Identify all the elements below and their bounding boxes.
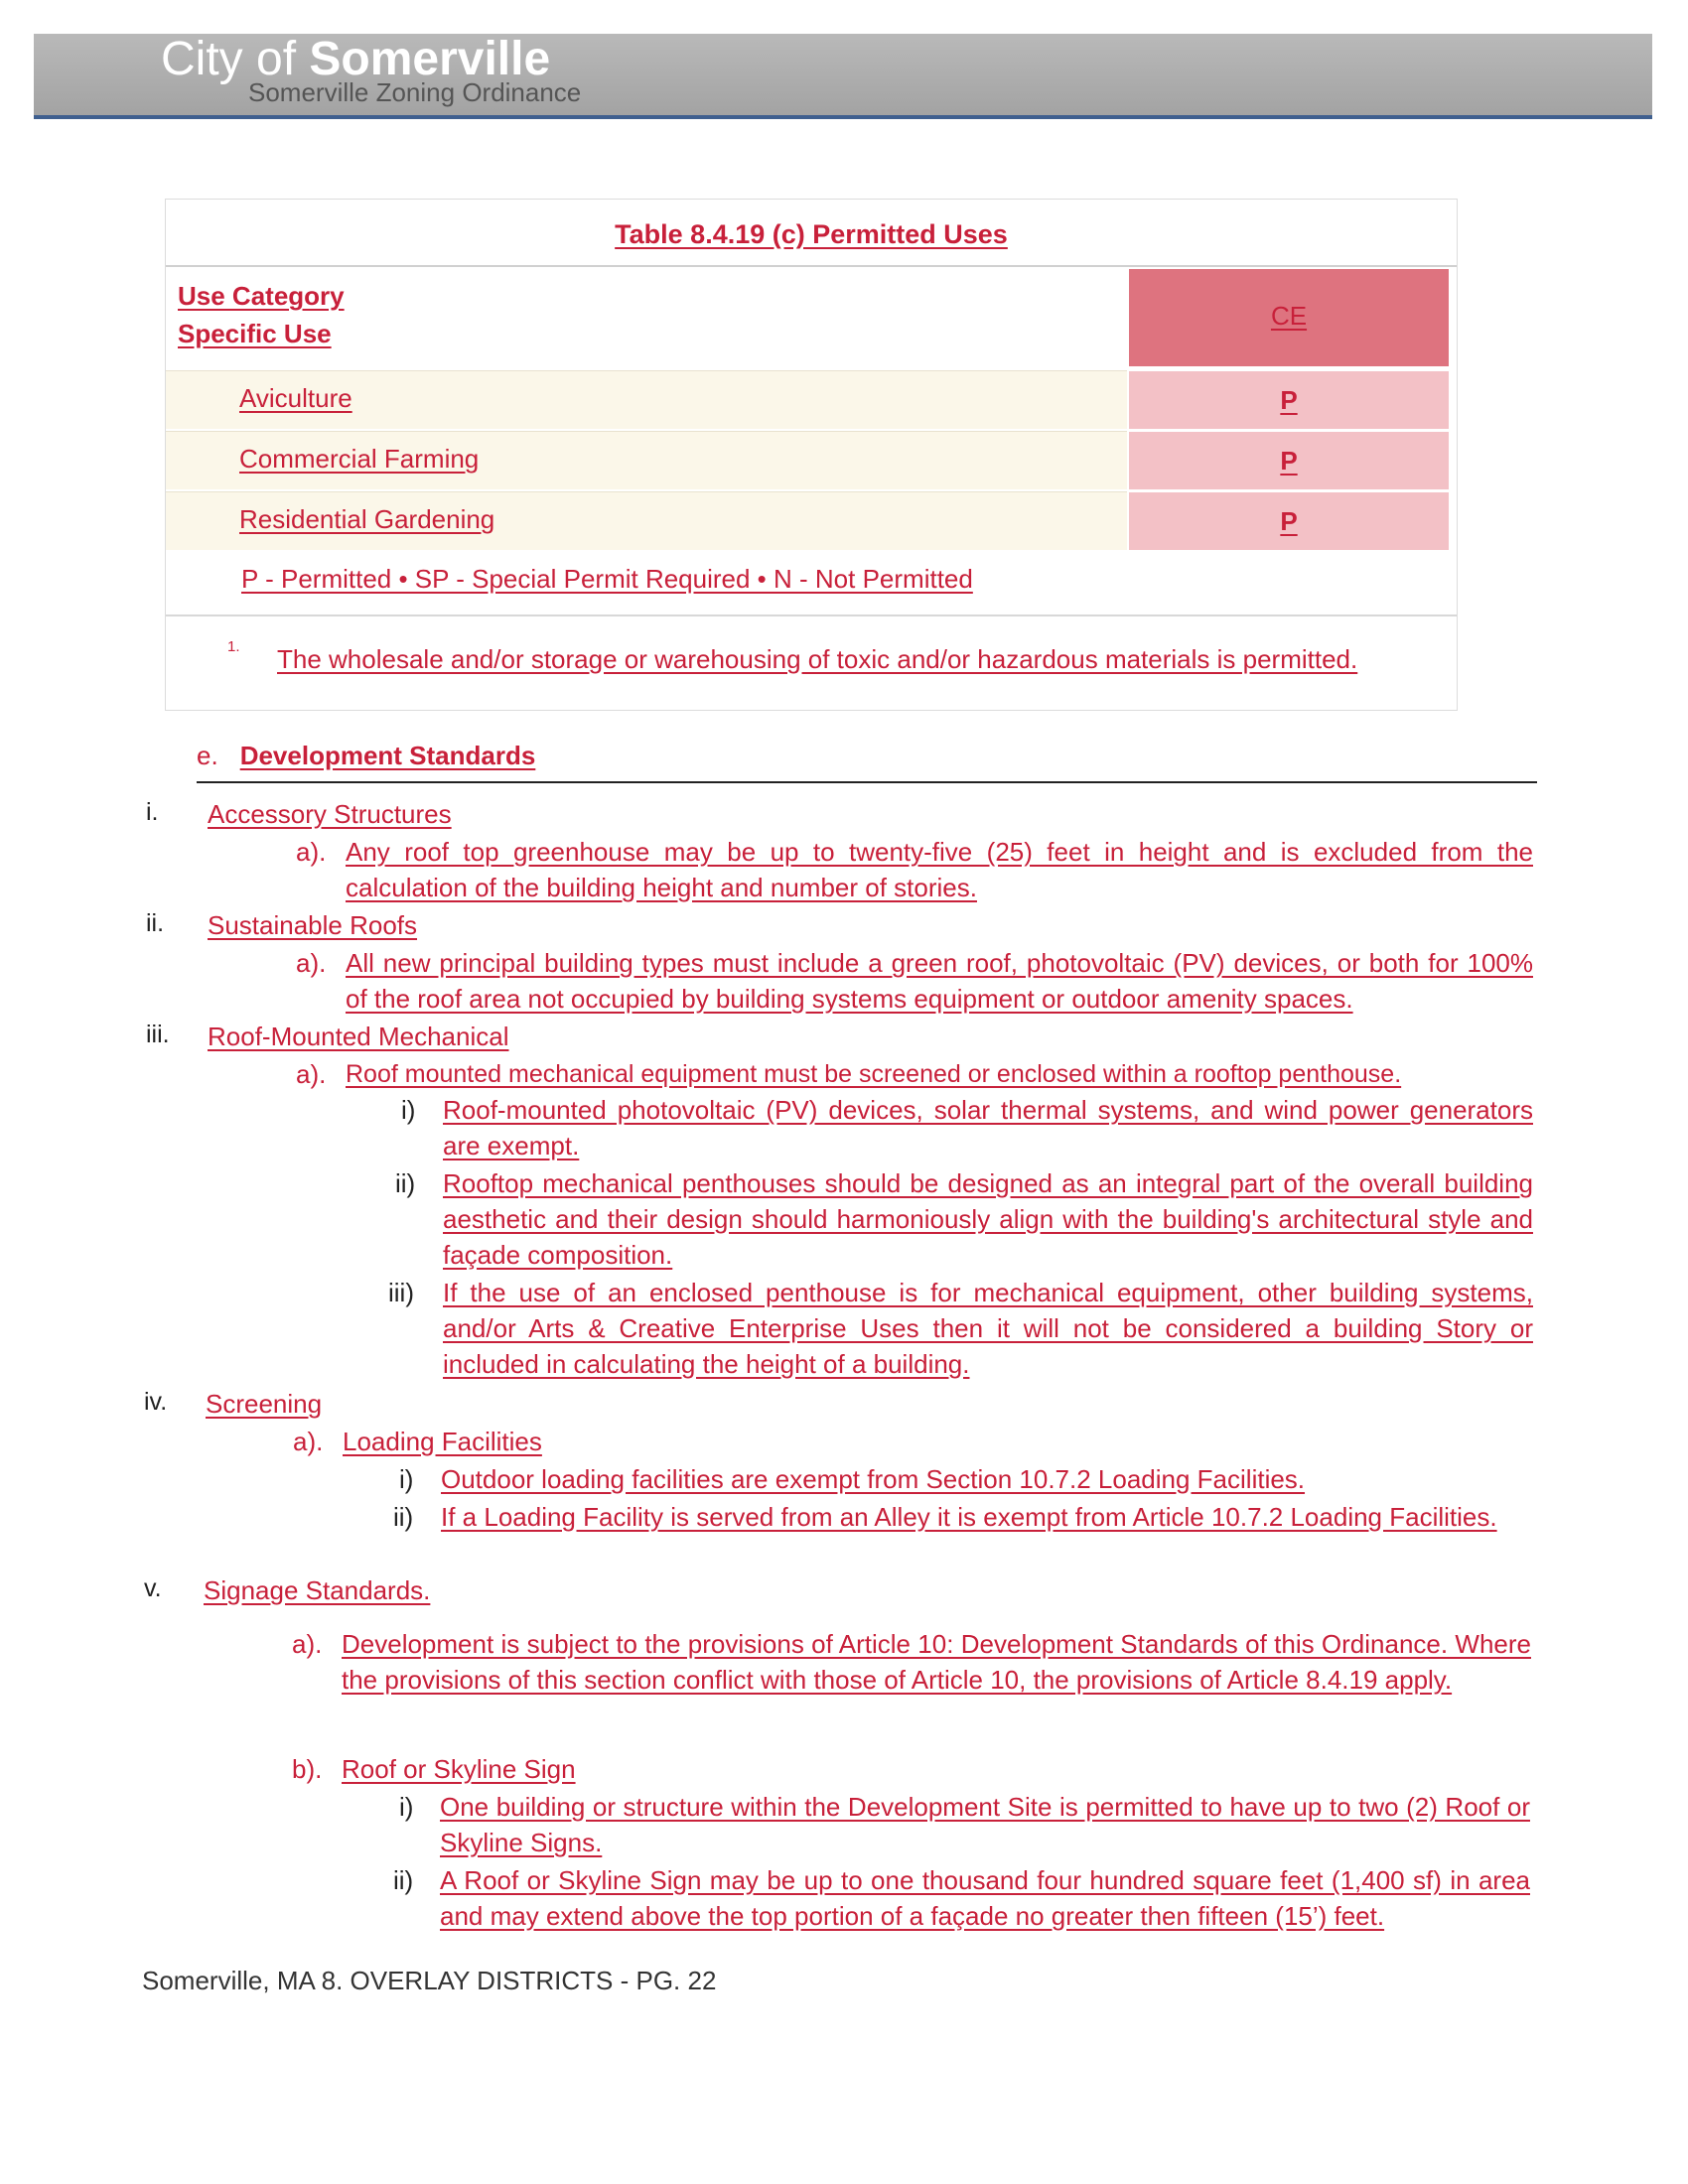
item-title: Signage Standards. <box>204 1575 431 1605</box>
sub-text: Development is subject to the provisions of Article 10: Development Standards of this Ordinance. Where the provisions of this section conflict with those of Article 10, the provisions of Article 8.4.19 apply. <box>342 1629 1531 1695</box>
table-header-labels <box>166 267 1127 366</box>
section-heading <box>197 741 535 771</box>
item-numeral: i. <box>146 798 159 826</box>
subsub-text: One building or structure within the Development Site is permitted to have up to two (2) Roof or Skyline Signs. <box>440 1792 1530 1857</box>
subsub-marker: ii) <box>395 1168 416 1198</box>
permitted-uses-table <box>165 199 1458 711</box>
table-row <box>166 491 1127 550</box>
table-title: Table 8.4.19 (c) Permitted Uses <box>615 219 1008 249</box>
sub-marker: a). <box>296 1059 327 1089</box>
row-use-label: Residential Gardening <box>239 504 495 534</box>
subsub-marker: i) <box>401 1095 416 1125</box>
city-name: Somerville <box>309 33 551 85</box>
header-district-cell <box>1129 269 1449 366</box>
subsub-marker: ii) <box>393 1865 414 1895</box>
header-use-category: Use Category <box>178 281 345 311</box>
footnote-number: 1. <box>227 638 240 655</box>
item-title: Roof-Mounted Mechanical <box>208 1022 509 1051</box>
sub-marker: a). <box>292 1629 323 1659</box>
subsub-marker: i) <box>399 1792 414 1822</box>
item-numeral: v. <box>144 1574 162 1602</box>
section-title: Development Standards <box>239 741 536 770</box>
sub-text: All new principal building types must include a green roof, photovoltaic (PV) devices, or both for 100% of the roof area not occupied by building systems equipment or outdoor amenity spaces. <box>346 948 1533 1014</box>
row-use-label: Aviculture <box>239 383 352 413</box>
sub-marker: a). <box>296 948 327 978</box>
table-row <box>166 370 1127 429</box>
subsub-text: Roof-mounted photovoltaic (PV) devices, solar thermal systems, and wind power generators are exempt. <box>443 1095 1533 1160</box>
table-row <box>166 431 1127 489</box>
subsub-text: If the use of an enclosed penthouse is for mechanical equipment, other building systems, and/or Arts & Creative Enterprise Uses then it will not be considered a building Story or included in calculating the height of a building. <box>443 1278 1533 1379</box>
sub-text: Roof or Skyline Sign <box>342 1754 576 1784</box>
permission-value: P <box>1280 506 1298 536</box>
sub-marker: b). <box>292 1754 323 1784</box>
item-title: Accessory Structures <box>208 799 452 829</box>
table-cell-permission <box>1129 491 1449 550</box>
header-specific-use: Specific Use <box>178 319 332 348</box>
sub-marker: a). <box>293 1427 324 1456</box>
table-cell-permission <box>1129 431 1449 489</box>
subsub-text: Rooftop mechanical penthouses should be designed as an integral part of the overall building aesthetic and their design should harmoniously align with the building's architectural style and façade composition. <box>443 1168 1533 1270</box>
permission-value: P <box>1280 385 1298 415</box>
item-numeral: iii. <box>146 1021 170 1048</box>
item-title: Sustainable Roofs <box>208 910 418 940</box>
ordinance-subtitle: Somerville Zoning Ordinance <box>248 77 582 107</box>
section-rule <box>197 781 1537 783</box>
item-title: Screening <box>206 1389 323 1419</box>
district-code: CE <box>1270 301 1308 331</box>
row-use-label: Commercial Farming <box>239 444 480 474</box>
page-footer: Somerville, MA 8. OVERLAY DISTRICTS - PG. 22 <box>142 1966 717 1995</box>
subsub-text: A Roof or Skyline Sign may be up to one thousand four hundred square feet (1,400 sf) in area and may extend above the top portion of a façade no greater then fifteen (15’) feet. <box>440 1865 1530 1931</box>
sub-text: Roof mounted mechanical equipment must be screened or enclosed within a rooftop penthouse. <box>346 1060 1402 1088</box>
subsub-text: If a Loading Facility is served from an Alley it is exempt from Article 10.7.2 Loading Facilities. <box>441 1502 1497 1532</box>
permission-value: P <box>1280 446 1298 476</box>
subsub-marker: iii) <box>388 1278 414 1307</box>
table-cell-permission <box>1129 370 1449 429</box>
sub-marker: a). <box>296 837 327 867</box>
footnote-text: The wholesale and/or storage or warehousing of toxic and/or hazardous materials is permitted. <box>277 644 1358 674</box>
sub-text: Loading Facilities <box>343 1427 542 1456</box>
item-numeral: ii. <box>146 909 165 937</box>
sub-text: Any roof top greenhouse may be up to twenty-five (25) feet in height and is excluded from the calculation of the building height and number of stories. <box>346 837 1533 902</box>
item-numeral: iv. <box>144 1388 168 1416</box>
section-letter: e. <box>197 741 218 770</box>
subsub-text: Outdoor loading facilities are exempt from Section 10.7.2 Loading Facilities. <box>441 1464 1306 1494</box>
city-prefix: City of <box>161 33 297 85</box>
subsub-marker: ii) <box>393 1502 414 1532</box>
table-footnote <box>166 614 1457 711</box>
subsub-marker: i) <box>399 1464 414 1494</box>
permission-legend: P - Permitted • SP - Special Permit Required • N - Not Permitted <box>241 564 973 594</box>
page-header-band <box>34 34 1652 119</box>
